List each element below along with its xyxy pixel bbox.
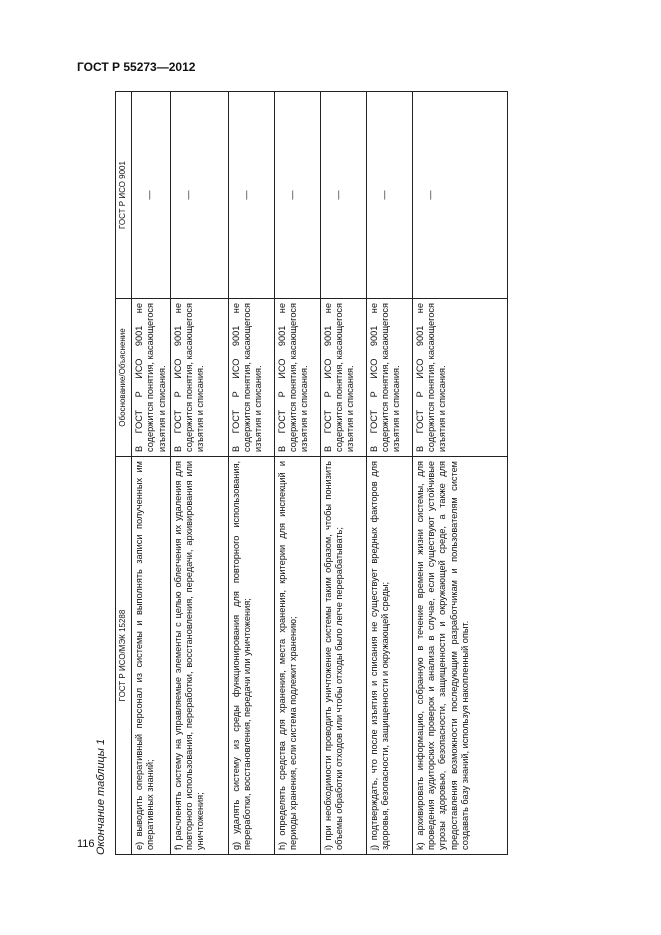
cell-justification: В ГОСТ Р ИСО 9001 не содержится понятия, касающегося изъятия и списания.: [366, 299, 412, 457]
page-number: 116: [77, 838, 95, 850]
document-header: ГОСТ Р 55273—2012: [77, 60, 196, 74]
table-row: [170, 92, 228, 855]
dash-mark: —: [424, 190, 435, 200]
column-header-justification: Обоснование/Объяснение: [116, 299, 132, 457]
cell-15288: e) выводить оперативный персонал из системы и выполнять записи полученных им оперативных знаний;: [132, 457, 171, 855]
dash-mark: —: [378, 190, 389, 200]
table-row: [274, 92, 320, 855]
table-row: [320, 92, 366, 855]
cell-justification: В ГОСТ Р ИСО 9001 не содержится понятия, касающегося изъятия и списания.: [274, 299, 320, 457]
table-row: [412, 92, 507, 855]
table-row: [366, 92, 412, 855]
column-header-15288: ГОСТ Р ИСО/МЭК 15288: [116, 457, 132, 855]
dash-mark: —: [332, 190, 343, 200]
cell-justification: В ГОСТ Р ИСО 9001 не содержится понятия, касающегося изъятия и списания.: [412, 299, 507, 457]
table-header-row: [116, 92, 132, 855]
table-row: [132, 92, 171, 855]
table-wrapper: [115, 92, 591, 855]
cell-15288: i) при необходимости проводить уничтожение системы таким образом, чтобы понизить объемы обработки отходов или чтобы отходы было легче перерабатывать;: [320, 457, 366, 855]
column-header-9001: ГОСТ Р ИСО 9001: [116, 92, 132, 299]
dash-mark: —: [144, 190, 154, 200]
table-caption: Окончание таблицы 1: [95, 738, 107, 855]
rotated-table-area: [95, 92, 591, 855]
comparison-table: [115, 91, 508, 855]
cell-justification: В ГОСТ Р ИСО 9001 не содержится понятия, касающегося изъятия и списания.: [228, 299, 274, 457]
cell-15288: h) определять средства для хранения, места хранения, критерии для инспекций и периоды хранения, если система подлежит хранению;: [274, 457, 320, 855]
cell-9001: [228, 92, 274, 299]
cell-9001: [132, 92, 171, 299]
table-landscape-frame: [95, 92, 591, 855]
cell-15288: j) подтверждать, что после изъятия и списания не существует вредных факторов для здоровья, безопасности, защищенности и окружающей среды;: [366, 457, 412, 855]
cell-9001: [274, 92, 320, 299]
cell-justification: В ГОСТ Р ИСО 9001 не содержится понятия, касающегося изъятия и списания.: [132, 299, 171, 457]
cell-15288: f) расчленять систему на управляемые элементы с целью облегчения их удаления для повторного использования, переработки, восстановления, передачи, архивирования или уничтожения;: [170, 457, 228, 855]
table-row: [228, 92, 274, 855]
cell-15288: g) удалять систему из среды функционирования для повторного использования, переработки, восстановления, передачи или уничтожения;: [228, 457, 274, 855]
dash-mark: —: [182, 190, 193, 200]
cell-9001: [366, 92, 412, 299]
cell-justification: В ГОСТ Р ИСО 9001 не содержится понятия, касающегося изъятия и списания.: [320, 299, 366, 457]
cell-justification: В ГОСТ Р ИСО 9001 не содержится понятия, касающегося изъятия и списания.: [170, 299, 228, 457]
cell-15288: k) архивировать информацию, собранную в течение времени жизни системы, для проведения аудиторских проверок и анализа в случае, если существуют устойчивые угрозы здоровью, безопасности, защищенности и окружающей среде, а также для предоставления возможности последующим разработчикам и пользователям систем создавать базу знаний, используя накопленный опыт.: [412, 457, 507, 855]
cell-9001: [412, 92, 507, 299]
dash-mark: —: [286, 190, 297, 200]
cell-9001: [320, 92, 366, 299]
cell-9001: [170, 92, 228, 299]
dash-mark: —: [240, 190, 251, 200]
